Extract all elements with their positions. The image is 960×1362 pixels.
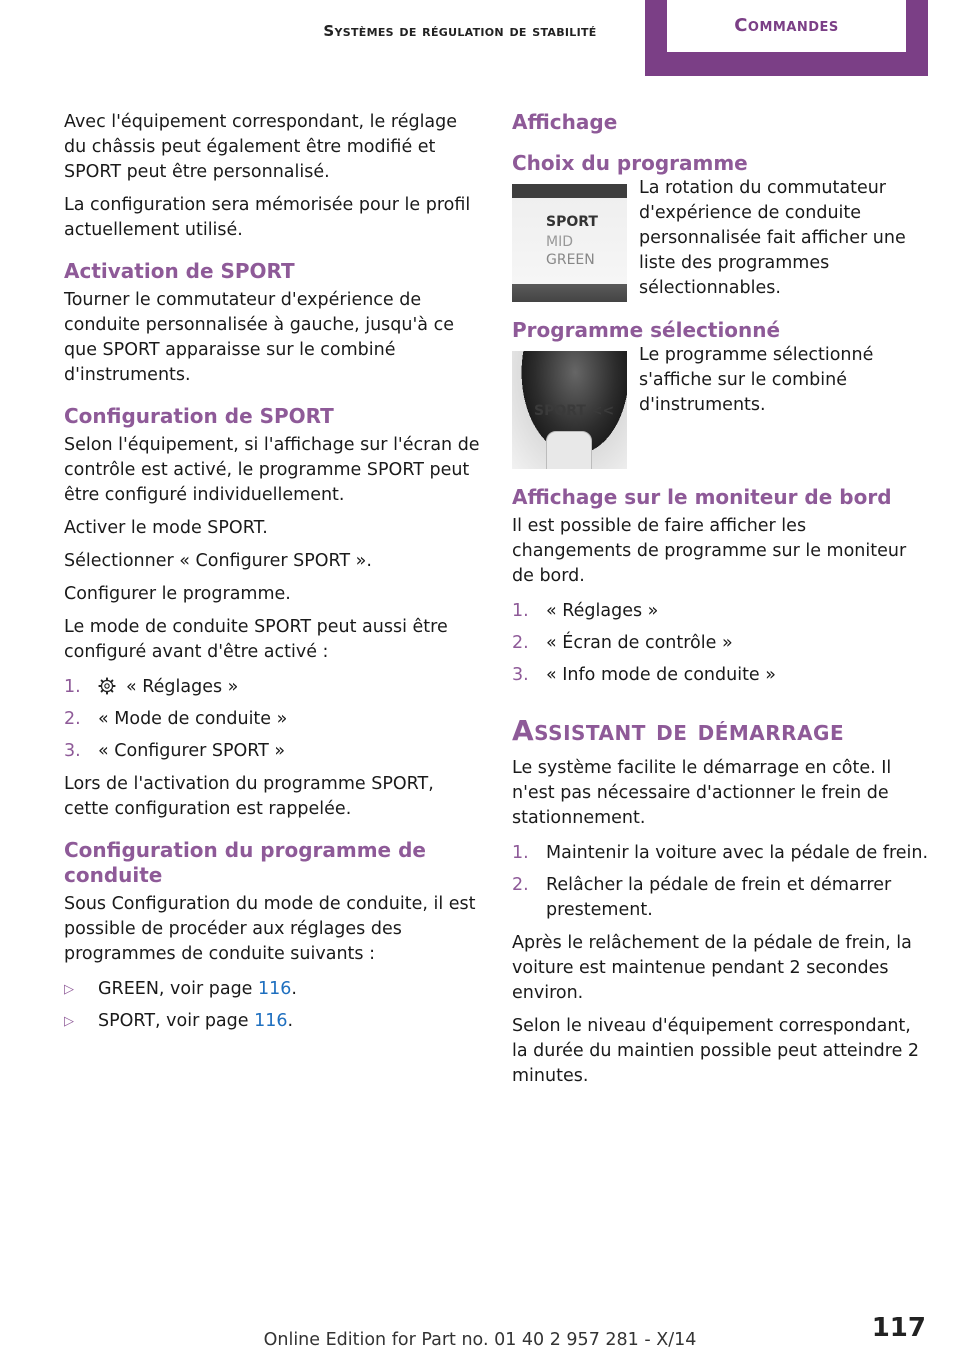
list-item [64,1009,482,1034]
fig-line: GREEN [546,252,595,268]
step-text: « Mode de conduite » [98,709,288,729]
config-paragraph-1: Selon l'équipement, si l'affichage sur l'écran de contrôle est activé, le programme SPORT peut être configuré individuellement. [64,435,480,505]
step-text: « Configurer SPORT » [98,741,286,761]
fig-line: MID [546,234,573,250]
list-item [64,977,482,1002]
step-number: 2. [64,709,81,729]
right-column [512,110,930,1097]
choice-heading: Choix du programme [512,151,748,175]
assist-paragraph-3: Selon le niveau d'équipement correspondant, la durée du maintien possible peut atteindre 2 minutes. [512,1016,920,1086]
step-number: 2. [512,875,529,895]
activation-paragraph: Tourner le commutateur d'expérience de conduite personnalisée à gauche, jusqu'à ce que SPORT apparaisse sur le combiné d'instruments. [64,290,454,385]
fig-line: SPORT [546,214,598,230]
program-list-image [512,184,627,302]
chapter-tab-label: Commandes [667,0,906,52]
monitor-steps-list [512,599,930,688]
list-item [64,707,482,732]
config-paragraph-2: Activer le mode SPORT. [64,518,268,538]
selected-figure-row [512,345,930,469]
item-end: . [287,1011,294,1031]
choice-paragraph: La rotation du commutateur d'expérience de conduite personnalisée fait afficher une liste des programmes sélectionnables. [639,178,906,298]
monitor-paragraph: Il est possible de faire afficher les changements de programme sur le moniteur de bord. [512,516,907,586]
config-paragraph-4: Configurer le programme. [64,584,291,604]
step-text: Relâcher la pédale de frein et démarrer prestement. [546,875,892,920]
item-text: SPORT, voir page [98,1011,255,1031]
selector-knob [546,431,592,469]
page-number: 117 [871,1313,926,1343]
list-item [512,599,930,624]
gear-icon [98,677,116,695]
step-text: « Réglages » [126,677,239,697]
item-text: GREEN, voir page [98,979,259,999]
list-item [64,739,482,764]
step-text: « Réglages » [546,601,659,621]
list-item [512,841,930,866]
chapter-tab [645,0,928,76]
start-assist-heading: Assistant de démarrage [512,714,845,747]
activation-heading: Activation de SPORT [64,259,295,283]
triangle-bullet-icon: ▷ [64,1014,74,1029]
running-header-section: Systèmes de régulation de stabilité [323,22,597,40]
monitor-heading: Affichage sur le moniteur de bord [512,485,892,509]
step-number: 3. [64,741,81,761]
intro-paragraph-2: La configuration sera mémorisée pour le profil actuellement utilisé. [64,195,471,240]
list-item [512,663,930,688]
step-text: « Écran de contrôle » [546,633,733,653]
list-item [64,675,482,700]
assist-steps-list [512,841,930,923]
step-number: 3. [512,665,529,685]
selected-program-image [512,351,627,469]
list-item [512,631,930,656]
list-item [512,873,930,923]
page-link[interactable]: 116 [258,979,292,999]
config-heading: Configuration de SPORT [64,404,334,428]
step-text: Maintenir la voiture avec la pédale de frein. [546,843,929,863]
selected-heading: Programme sélectionné [512,318,781,342]
item-end: . [291,979,297,999]
drive-program-paragraph: Sous Configuration du mode de conduite, il est possible de procéder aux réglages des programmes de conduite suivants : [64,894,476,964]
config-paragraph-3: Sélectionner « Configurer SPORT ». [64,551,372,571]
assist-paragraph-1: Le système facilite le démarrage en côte. Il n'est pas nécessaire d'actionner le frein de stationnement. [512,758,892,828]
triangle-bullet-icon: ▷ [64,982,74,997]
step-number: 1. [64,677,81,697]
config-paragraph-5: Le mode de conduite SPORT peut aussi être configuré avant d'être activé : [64,617,448,662]
step-text: « Info mode de conduite » [546,665,776,685]
config-steps-list [64,675,482,764]
edition-footer: Online Edition for Part no. 01 40 2 957 281 - X/14 [263,1330,697,1350]
selected-paragraph: Le programme sélectionné s'affiche sur le combiné d'instruments. [639,345,874,415]
drive-program-list [64,977,482,1034]
drive-program-heading: Configuration du programme de conduite [64,838,426,887]
config-paragraph-6: Lors de l'activation du programme SPORT, cette configuration est rappelée. [64,774,434,819]
assist-paragraph-2: Après le relâchement de la pédale de frein, la voiture est maintenue pendant 2 secondes environ. [512,933,912,1003]
page-link[interactable]: 116 [254,1011,288,1031]
step-number: 1. [512,843,529,863]
choice-figure-row [512,178,930,302]
step-number: 2. [512,633,529,653]
left-column [64,110,482,1042]
fig-label: SPORT << [534,403,615,419]
intro-paragraph-1: Avec l'équipement correspondant, le réglage du châssis peut également être modifié et SPORT peut être personnalisé. [64,112,458,182]
display-heading: Affichage [512,110,618,134]
step-number: 1. [512,601,529,621]
